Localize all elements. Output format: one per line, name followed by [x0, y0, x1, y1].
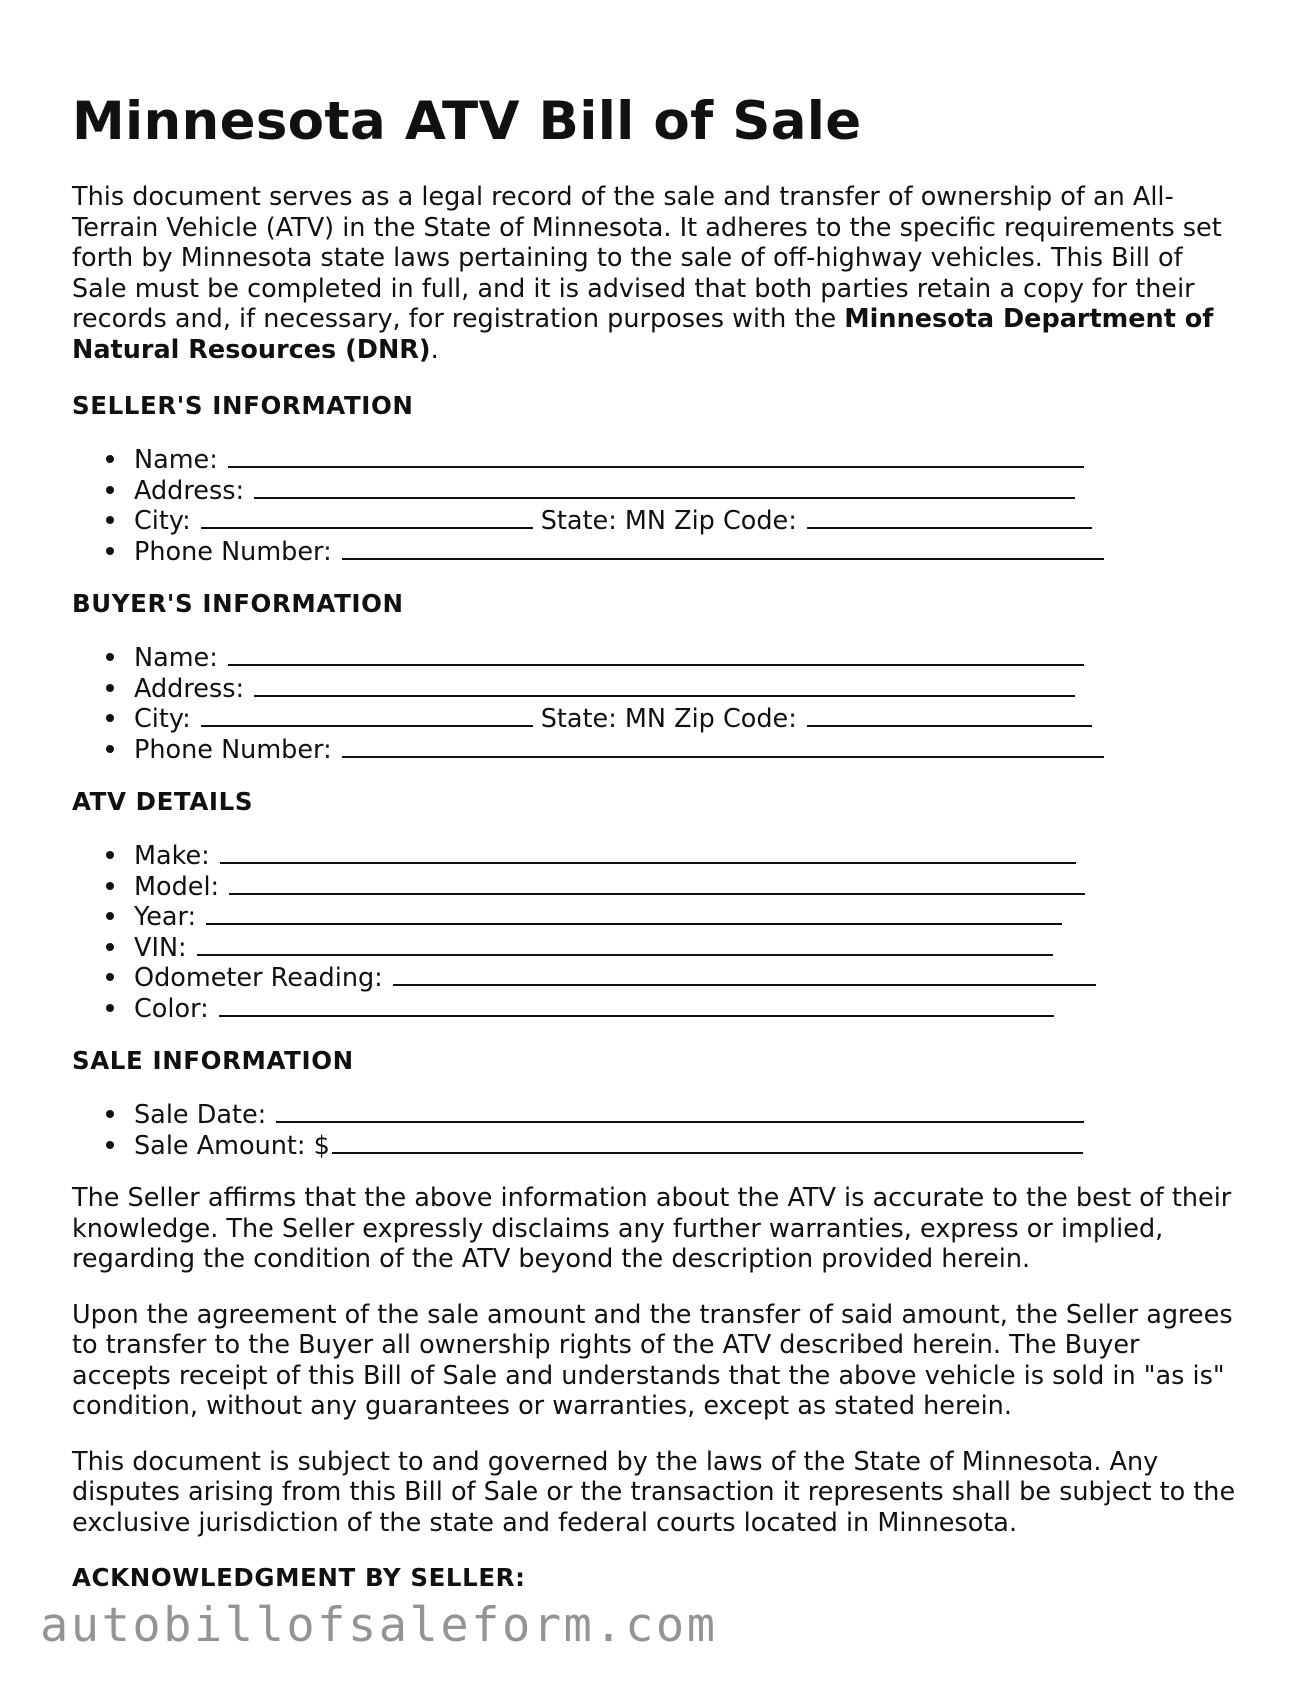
bullet-icon	[106, 653, 114, 661]
seller-phone-field[interactable]	[342, 534, 1104, 560]
buyer-city-row	[106, 701, 1242, 732]
intro-text: This document serves as a legal record of the sale and transfer of ownership of an All-Terrain Vehicle (ATV) in the State of Minnesota. It adheres to the specific requirements set forth by Minnesota state laws pertaining to the sale of off-highway vehicles. This Bill of Sale must be completed in full, and it is advised that both parties retain a copy for their records and, if necessary, for registration purposes with the	[72, 182, 1222, 334]
atv-make-field[interactable]	[220, 838, 1076, 864]
seller-address-label: Address:	[134, 475, 245, 506]
document-title: Minnesota ATV Bill of Sale	[72, 91, 862, 152]
intro-paragraph	[72, 182, 1242, 365]
buyer-address-row	[106, 671, 1242, 702]
atv-year-label: Year:	[134, 902, 197, 932]
sale-amount-field[interactable]	[332, 1128, 1083, 1154]
seller-name-label: Name:	[134, 445, 218, 475]
buyer-heading: BUYER'S INFORMATION	[72, 589, 404, 618]
atv-vin-label: VIN:	[134, 932, 187, 963]
seller-phone-row	[106, 534, 1242, 565]
bullet-icon	[106, 745, 114, 753]
buyer-name-label: Name:	[134, 643, 218, 673]
atv-vin-field[interactable]	[197, 930, 1053, 956]
site-watermark: autobillofsaleform.com	[40, 1598, 718, 1653]
seller-fields	[72, 442, 1242, 567]
sale-heading: SALE INFORMATION	[72, 1046, 354, 1075]
buyer-phone-field[interactable]	[342, 732, 1104, 758]
seller-address-field[interactable]	[254, 473, 1075, 499]
bullet-icon	[106, 1110, 114, 1118]
bullet-icon	[106, 851, 114, 859]
bullet-icon	[106, 714, 114, 722]
atv-vin-row	[106, 930, 1242, 961]
buyer-address-field[interactable]	[254, 671, 1075, 697]
seller-phone-label: Phone Number:	[134, 536, 332, 567]
seller-name-field[interactable]	[228, 442, 1084, 468]
seller-heading: SELLER'S INFORMATION	[72, 391, 414, 420]
governing-law-paragraph: This document is subject to and governed by the laws of the State of Minnesota. Any disputes arising from this Bill of Sale or the transaction it represents shall be subject to the exclusive jurisdiction of the state and federal courts located in Minnesota.	[72, 1446, 1236, 1538]
bullet-icon	[106, 486, 114, 494]
sale-date-row	[106, 1097, 1242, 1128]
bullet-icon	[106, 455, 114, 463]
atv-color-row	[106, 991, 1242, 1022]
buyer-zip-field[interactable]	[807, 701, 1092, 727]
acknowledgment-heading: ACKNOWLEDGMENT BY SELLER:	[72, 1563, 526, 1592]
atv-fields	[72, 838, 1242, 1024]
seller-state-zip-label: State: MN Zip Code:	[540, 506, 797, 536]
buyer-phone-label: Phone Number:	[134, 734, 332, 765]
bullet-icon	[106, 684, 114, 692]
seller-zip-field[interactable]	[807, 503, 1092, 529]
buyer-phone-row	[106, 732, 1242, 763]
atv-model-row	[106, 869, 1242, 900]
atv-odometer-row	[106, 960, 1242, 991]
document-page	[72, 86, 1242, 1593]
affirmation-paragraph: The Seller affirms that the above information about the ATV is accurate to the best of their knowledge. The Seller expressly disclaims any further warranties, express or implied, regarding the condition of the ATV beyond the description provided herein.	[72, 1183, 1232, 1274]
atv-color-label: Color:	[134, 993, 209, 1024]
bullet-icon	[106, 516, 114, 524]
buyer-city-label: City:	[134, 704, 191, 734]
atv-model-field[interactable]	[229, 869, 1085, 895]
atv-make-label: Make:	[134, 841, 210, 871]
bullet-icon	[106, 1004, 114, 1012]
sale-amount-label: Sale Amount: $	[134, 1130, 330, 1161]
seller-address-row	[106, 473, 1242, 504]
atv-odometer-label: Odometer Reading:	[134, 963, 383, 993]
intro-end: .	[430, 334, 439, 365]
atv-odometer-field[interactable]	[393, 960, 1096, 986]
buyer-city-field[interactable]	[201, 701, 533, 727]
seller-name-row	[106, 442, 1242, 473]
atv-year-row	[106, 899, 1242, 930]
sale-fields	[72, 1097, 1242, 1161]
bullet-icon	[106, 547, 114, 555]
buyer-state-zip-label: State: MN Zip Code:	[540, 704, 797, 734]
bullet-icon	[106, 1141, 114, 1149]
sale-amount-row	[106, 1128, 1242, 1159]
atv-heading: ATV DETAILS	[72, 787, 254, 816]
buyer-name-field[interactable]	[228, 640, 1084, 666]
buyer-fields	[72, 640, 1242, 765]
intro-dnr-name: Minnesota Department of Natural Resources (DNR)	[72, 304, 1214, 365]
bullet-icon	[106, 943, 114, 951]
atv-make-row	[106, 838, 1242, 869]
bullet-icon	[106, 973, 114, 981]
atv-year-field[interactable]	[206, 899, 1062, 925]
seller-city-label: City:	[134, 506, 191, 536]
bullet-icon	[106, 912, 114, 920]
transfer-paragraph: Upon the agreement of the sale amount and the transfer of said amount, the Seller agrees to transfer to the Buyer all ownership rights of the ATV described herein. The Buyer accepts receipt of this Bill of Sale and understands that the above vehicle is sold in "as is" condition, without any guarantees or warranties, except as stated herein.	[72, 1299, 1233, 1421]
atv-color-field[interactable]	[219, 991, 1054, 1017]
sale-date-field[interactable]	[276, 1097, 1084, 1123]
buyer-address-label: Address:	[134, 673, 245, 704]
seller-city-field[interactable]	[201, 503, 533, 529]
atv-model-label: Model:	[134, 871, 220, 902]
buyer-name-row	[106, 640, 1242, 671]
bullet-icon	[106, 882, 114, 890]
sale-date-label: Sale Date:	[134, 1100, 267, 1130]
seller-city-row	[106, 503, 1242, 534]
